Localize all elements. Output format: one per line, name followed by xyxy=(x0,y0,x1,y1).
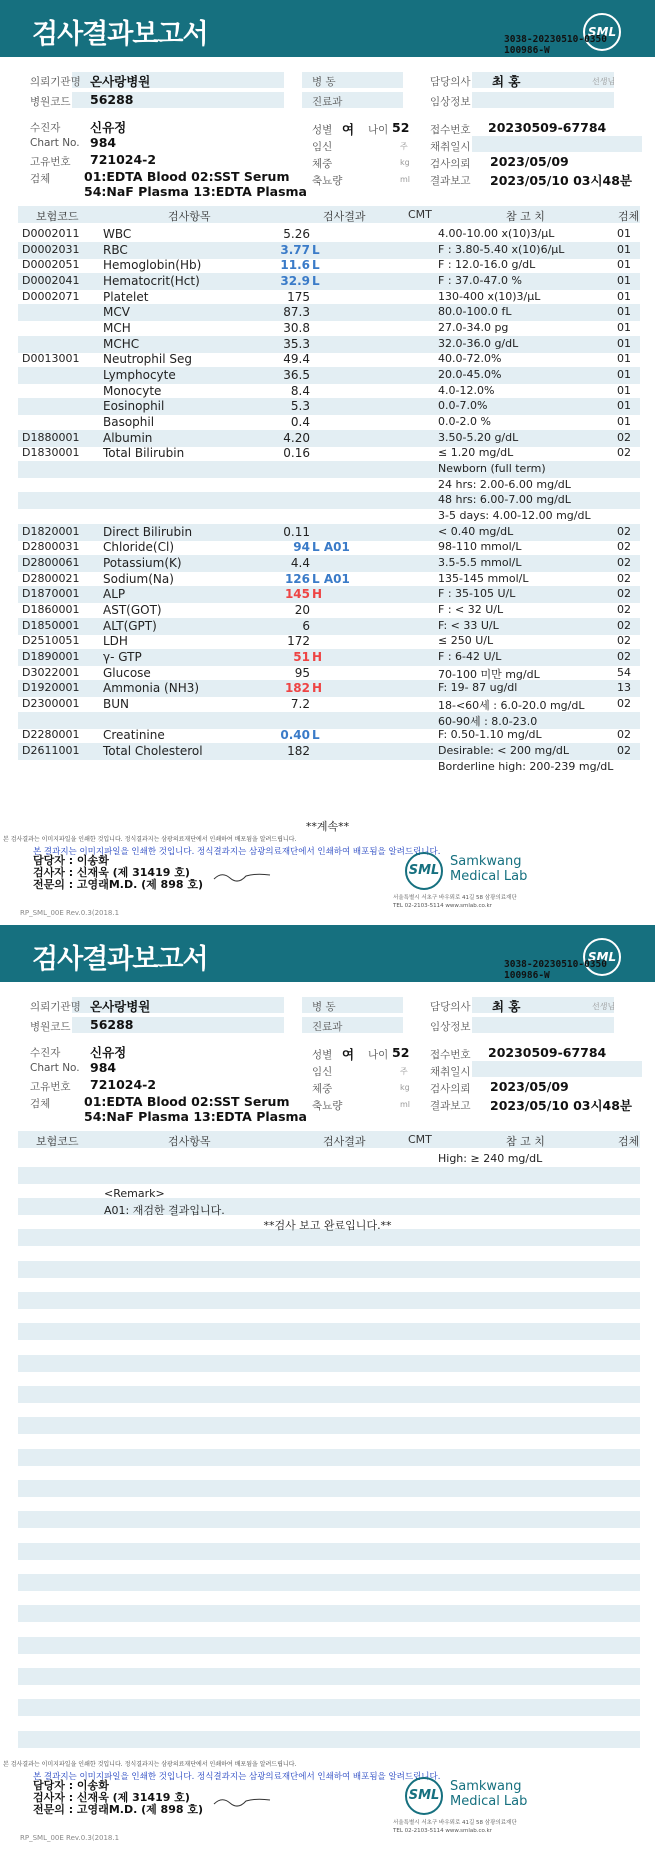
row-band xyxy=(18,1731,640,1748)
table-row: D2510051 LDH 172 ≤ 250 U/L 02 xyxy=(22,634,631,649)
report-header xyxy=(0,925,655,982)
request-label: 검사의뢰 xyxy=(430,1083,471,1095)
hospital-label: 의뢰기관명 xyxy=(30,1001,81,1013)
doctor-label: 담당의사 xyxy=(430,1001,471,1013)
row-band xyxy=(18,1292,640,1309)
form-revision: RP_SML_00E Rev.0.3(2018.1 xyxy=(20,1834,120,1842)
request-date: 2023/05/09 xyxy=(490,154,569,169)
row-band xyxy=(18,1699,640,1716)
table-row: 48 hrs: 6.00-7.00 mg/dL xyxy=(438,493,571,507)
doctor-label: 담당의사 xyxy=(430,76,471,88)
table-row: D2280001 Creatinine 0.40 L F: 0.50-1.10 mg/dL 02 xyxy=(22,728,631,743)
table-row: D2611001 Total Cholesterol 182 Desirable: < 200 mg/dL 02 xyxy=(22,744,631,759)
table-row: D0002011 WBC 5.26 4.00-10.00 x(10)3/μL 01 xyxy=(22,227,631,241)
table-row: Basophil 0.4 0.0-2.0 % 01 xyxy=(103,415,631,430)
unique-id-label: 고유번호 xyxy=(30,156,71,168)
table-row: MCHC 35.3 32.0-36.0 g/dL 01 xyxy=(103,336,631,351)
remark-text: A01: 재검한 결과입니다. xyxy=(104,1204,225,1217)
results-table-header xyxy=(18,206,640,223)
clinical-label: 임상정보 xyxy=(430,96,471,108)
table-row: D1880001 Albumin 4.20 3.50-5.20 g/dL 02 xyxy=(22,430,631,445)
row-band xyxy=(18,1511,640,1528)
urine-label: 축뇨량 xyxy=(312,1100,343,1112)
chart-number: 984 xyxy=(90,1060,117,1075)
table-row: Monocyte 8.4 4.0-12.0% 01 xyxy=(103,383,631,398)
col-chk: 검체 xyxy=(618,1135,640,1148)
doctor-name: 최 홍 xyxy=(492,74,521,89)
unique-id: 721024-2 xyxy=(90,152,157,167)
table-row: 3-5 days: 4.00-12.00 mg/dL xyxy=(438,509,591,523)
row-band xyxy=(18,1355,640,1372)
specimen-line-1: 01:EDTA Blood 02:SST Serum xyxy=(84,1094,290,1109)
sml-logo-icon: SML xyxy=(583,938,621,976)
row-band xyxy=(18,1480,640,1497)
ward-label: 병 동 xyxy=(312,1001,336,1013)
col-cmt: CMT xyxy=(408,1133,432,1146)
table-row: Borderline high: 200-239 mg/dL xyxy=(438,759,614,773)
weight-label: 체중 xyxy=(312,1083,333,1095)
sex-value: 여 xyxy=(342,122,355,137)
doctor-suffix: 선생님 xyxy=(592,1002,616,1011)
hospital-code: 56288 xyxy=(90,92,134,107)
table-row: Eosinophil 5.3 0.0-7.0% 01 xyxy=(103,399,631,414)
weight-unit: kg xyxy=(400,158,410,167)
table-row: D2300001 BUN 7.2 18-<60세 : 6.0-20.0 mg/dL 02 xyxy=(22,697,631,713)
clinical-label: 임상정보 xyxy=(430,1021,471,1033)
table-row: D0002031 RBC 3.77 L F : 3.80-5.40 x(10)6/μL 01 xyxy=(22,242,631,257)
table-row: 24 hrs: 2.00-6.00 mg/dL xyxy=(438,477,571,491)
table-row: D0002071 Platelet 175 130-400 x(10)3/μL 01 xyxy=(22,289,631,304)
pregnancy-unit: 주 xyxy=(400,142,408,151)
table-row: Lymphocyte 36.5 20.0-45.0% 01 xyxy=(103,368,631,383)
remark-title: <Remark> xyxy=(104,1187,165,1200)
report-complete-note: **검사 보고 완료입니다.** xyxy=(263,1219,392,1232)
row-band xyxy=(18,1574,640,1591)
table-row: D0002041 Hematocrit(Hct) 32.9 L F : 37.0-47.0 % 01 xyxy=(22,274,631,288)
receipt-label: 접수번호 xyxy=(430,124,471,136)
patient-name-label: 수진자 xyxy=(30,1047,61,1059)
specimen-line-2: 54:NaF Plasma 13:EDTA Plasma xyxy=(84,1109,307,1124)
col-result: 검사결과 xyxy=(323,210,366,223)
col-code: 보험코드 xyxy=(36,1135,79,1148)
document-id: 3038-20230510-0350 100986-W xyxy=(504,959,607,981)
row-band xyxy=(18,1637,640,1654)
table-row: D2800021 Sodium(Na) 126 L A01 135-145 mmol/L 02 xyxy=(22,571,631,586)
specimen-line-1: 01:EDTA Blood 02:SST Serum xyxy=(84,169,290,184)
footer-notice: 본 결과지는 이미지파일을 인쇄한 것입니다. 정식결과지는 삼광의료재단에서 인쇄하여 배포됨을 알려드립니다. xyxy=(33,1772,441,1782)
pregnancy-label: 임신 xyxy=(312,141,333,153)
chart-label: Chart No. xyxy=(30,137,80,149)
col-item: 검사항목 xyxy=(168,210,211,223)
sml-logo-icon: SML xyxy=(583,13,621,51)
col-chk: 검체 xyxy=(618,210,640,223)
hospital-code-label: 병원코드 xyxy=(30,1021,71,1033)
patient-name: 신유정 xyxy=(90,1045,127,1060)
report-date: 2023/05/10 03시48분 xyxy=(490,1098,633,1113)
row-band xyxy=(18,1605,640,1622)
specimen-line-2: 54:NaF Plasma 13:EDTA Plasma xyxy=(84,184,307,199)
doctor-name: 최 홍 xyxy=(492,999,521,1014)
table-row: MCV 87.3 80.0-100.0 fL 01 xyxy=(103,305,631,320)
table-row: D0013001 Neutrophil Seg 49.4 40.0-72.0% 01 xyxy=(22,352,631,367)
table-row: 60-90세 : 8.0-23.0 xyxy=(438,714,538,728)
table-row: D1870001 ALP 145 H F : 35-105 U/L 02 xyxy=(22,587,631,602)
sex-value: 여 xyxy=(342,1047,355,1062)
pregnancy-unit: 주 xyxy=(400,1067,408,1076)
collect-label: 채취일시 xyxy=(430,1066,471,1078)
signature-icon xyxy=(212,1794,272,1808)
row-band xyxy=(18,1543,640,1560)
table-row: D0002051 Hemoglobin(Hb) 11.6 L F : 12.0-16.0 g/dL 01 xyxy=(22,258,631,273)
report-date: 2023/05/10 03시48분 xyxy=(490,173,633,188)
sml-logo-icon: SML xyxy=(405,1777,443,1815)
sex-label: 성별 xyxy=(312,124,333,136)
col-code: 보험코드 xyxy=(36,210,79,223)
footer-small-note: 본 검사결과는 이미지파일을 인쇄한 것입니다. 정식결과지는 삼광의료재단에서 인쇄하여 배포됨을 알려드립니다. xyxy=(3,836,297,843)
col-cmt: CMT xyxy=(408,208,432,221)
document-id: 3038-20230510-0350 100986-W xyxy=(504,34,607,56)
patient-name-label: 수진자 xyxy=(30,122,61,134)
weight-label: 체중 xyxy=(312,158,333,170)
report-title: 검사결과보고서 xyxy=(32,944,208,975)
col-ref: 참 고 치 xyxy=(506,1135,545,1148)
row-band xyxy=(18,1261,640,1278)
continued-note: **계속** xyxy=(305,820,350,833)
urine-unit: ml xyxy=(400,1100,411,1109)
age-label: 나이 xyxy=(368,1049,389,1061)
footer-staff: 담당자 : 이송화 검사자 : 신재욱 (제 31419 호) 전문의 : 고영래M.D. (제 898 호) xyxy=(33,854,204,891)
footer-address: 서울특별시 서초구 바우뫼로 41길 58 삼광의료재단 TEL 02-2103-5114 www.smlab.co.kr xyxy=(393,1820,517,1834)
table-row: MCH 30.8 27.0-34.0 pg 01 xyxy=(103,321,631,336)
signature-icon xyxy=(212,869,272,883)
sml-logo-icon: SML xyxy=(405,852,443,890)
table-row: D1860001 AST(GOT) 20 F : < 32 U/L 02 xyxy=(22,603,631,618)
report-title: 검사결과보고서 xyxy=(32,19,208,50)
receipt-label: 접수번호 xyxy=(430,1049,471,1061)
weight-unit: kg xyxy=(400,1083,410,1092)
row-band xyxy=(18,1386,640,1403)
hospital-label: 의뢰기관명 xyxy=(30,76,81,88)
form-revision: RP_SML_00E Rev.0.3(2018.1 xyxy=(20,909,120,917)
chart-number: 984 xyxy=(90,135,117,150)
table-row: D1920001 Ammonia (NH3) 182 H F: 19- 87 ug/dl 13 xyxy=(22,681,631,696)
table-row: High: ≥ 240 mg/dL xyxy=(438,1152,543,1165)
receipt-number: 20230509-67784 xyxy=(488,120,607,135)
col-item: 검사항목 xyxy=(168,1135,211,1148)
age-value: 52 xyxy=(392,1045,410,1060)
report-page-2 xyxy=(0,925,655,1850)
chart-label: Chart No. xyxy=(30,1062,80,1074)
footer-notice: 본 결과지는 이미지파일을 인쇄한 것입니다. 정식결과지는 삼광의료재단에서 인쇄하여 배포됨을 알려드립니다. xyxy=(33,847,441,857)
ward-label: 병 동 xyxy=(312,76,336,88)
row-band xyxy=(18,1167,640,1184)
doctor-suffix: 선생님 xyxy=(592,77,616,86)
table-row: D1830001 Total Bilirubin 0.16 ≤ 1.20 mg/dL 02 xyxy=(22,446,631,461)
dept-label: 진료과 xyxy=(312,96,343,108)
col-ref: 참 고 치 xyxy=(506,210,545,223)
table-row: D2800031 Chloride(Cl) 94 L A01 98-110 mmol/L 02 xyxy=(22,540,631,555)
footer-small-note: 본 검사결과는 이미지파일을 인쇄한 것입니다. 정식결과지는 삼광의료재단에서 인쇄하여 배포됨을 알려드립니다. xyxy=(3,1761,297,1768)
report-date-label: 결과보고 xyxy=(430,1100,471,1112)
report-header xyxy=(0,0,655,57)
dept-label: 진료과 xyxy=(312,1021,343,1033)
samkwang-logo: SML Samkwang Medical Lab xyxy=(400,1775,540,1827)
table-row: D1820001 Direct Bilirubin 0.11 < 0.40 mg/dL 02 xyxy=(22,524,631,539)
table-row: D3022001 Glucose 95 70-100 미만 mg/dL 54 xyxy=(22,665,631,681)
samkwang-logo: SML Samkwang Medical Lab xyxy=(400,850,540,902)
patient-name: 신유정 xyxy=(90,120,127,135)
age-label: 나이 xyxy=(368,124,389,136)
hospital-code: 56288 xyxy=(90,1017,134,1032)
unique-id-label: 고유번호 xyxy=(30,1081,71,1093)
results-table-header xyxy=(18,1131,640,1148)
row-band xyxy=(18,1668,640,1685)
footer-address: 서울특별시 서초구 바우뫼로 41길 58 삼광의료재단 TEL 02-2103-5114 www.smlab.co.kr xyxy=(393,895,517,909)
specimen-label: 검체 xyxy=(30,173,51,185)
col-result: 검사결과 xyxy=(323,1135,366,1148)
collect-label: 채취일시 xyxy=(430,141,471,153)
row-band xyxy=(18,1449,640,1466)
request-date: 2023/05/09 xyxy=(490,1079,569,1094)
table-row: D1890001 γ- GTP 51 H F : 6-42 U/L 02 xyxy=(22,650,631,665)
row-band xyxy=(18,1323,640,1340)
footer-staff: 담당자 : 이송화 검사자 : 신재욱 (제 31419 호) 전문의 : 고영래M.D. (제 898 호) xyxy=(33,1779,204,1816)
urine-unit: ml xyxy=(400,175,411,184)
hospital-code-label: 병원코드 xyxy=(30,96,71,108)
table-row: D2800061 Potassium(K) 4.4 3.5-5.5 mmol/L 02 xyxy=(22,556,631,571)
specimen-label: 검체 xyxy=(30,1098,51,1110)
report-date-label: 결과보고 xyxy=(430,175,471,187)
pregnancy-label: 임신 xyxy=(312,1066,333,1078)
urine-label: 축뇨량 xyxy=(312,175,343,187)
sex-label: 성별 xyxy=(312,1049,333,1061)
row-band xyxy=(18,1417,640,1434)
hospital-name: 온사랑병원 xyxy=(90,74,151,89)
table-row: Newborn (full term) xyxy=(438,462,546,476)
request-label: 검사의뢰 xyxy=(430,158,471,170)
table-row: D1850001 ALT(GPT) 6 F: < 33 U/L 02 xyxy=(22,618,631,633)
receipt-number: 20230509-67784 xyxy=(488,1045,607,1060)
age-value: 52 xyxy=(392,120,410,135)
unique-id: 721024-2 xyxy=(90,1077,157,1092)
hospital-name: 온사랑병원 xyxy=(90,999,151,1014)
